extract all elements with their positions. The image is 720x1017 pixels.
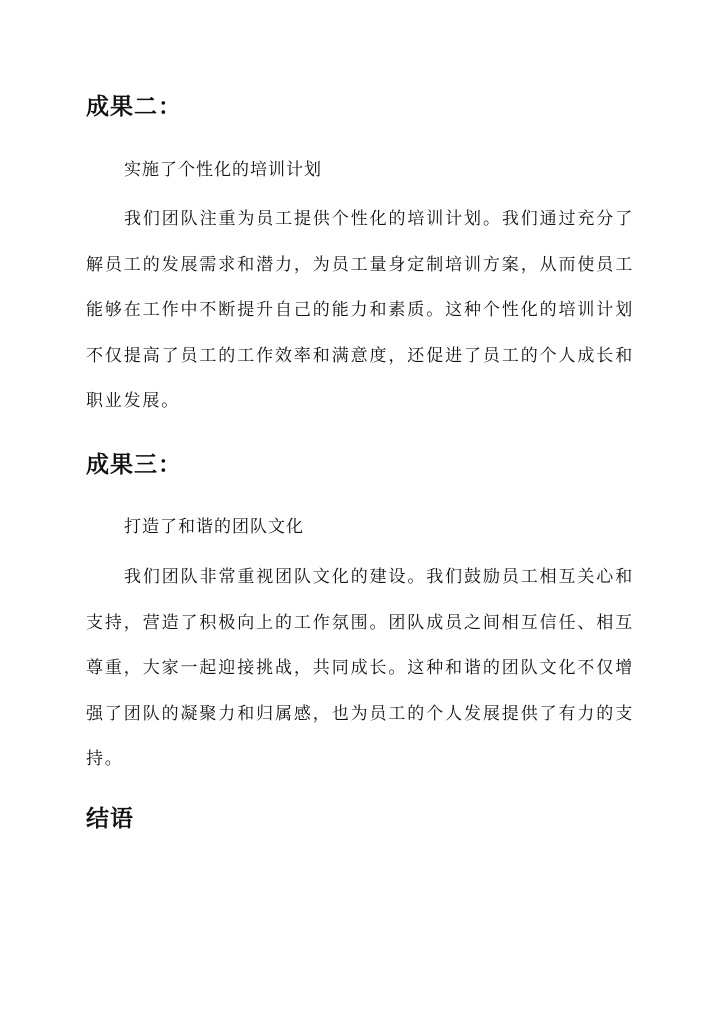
conclusion-heading: 结语	[86, 805, 134, 832]
section-paragraph-achievement-2: 我们团队注重为员工提供个性化的培训计划。我们通过充分了解员工的发展需求和潜力，为员工量身定制培训方案，从而使员工能够在工作中不断提升自己的能力和素质。这种个性化的培训计划不仅提高了员工的工作效率和满意度，还促进了员工的个人成长和职业发展。	[86, 209, 634, 411]
section-heading-achievement-3: 成果三：	[86, 451, 182, 478]
section-paragraph-achievement-3: 我们团队非常重视团队文化的建设。我们鼓励员工相互关心和支持，营造了积极向上的工作氛围。团队成员之间相互信任、相互尊重，大家一起迎接挑战，共同成长。这种和谐的团队文化不仅增强了团队的凝聚力和归属感，也为员工的个人发展提供了有力的支持。	[86, 567, 634, 769]
section-heading-achievement-2: 成果二：	[86, 93, 182, 120]
section-subheading-achievement-3: 打造了和谐的团队文化	[124, 517, 304, 537]
section-subheading-achievement-2: 实施了个性化的培训计划	[124, 160, 322, 180]
